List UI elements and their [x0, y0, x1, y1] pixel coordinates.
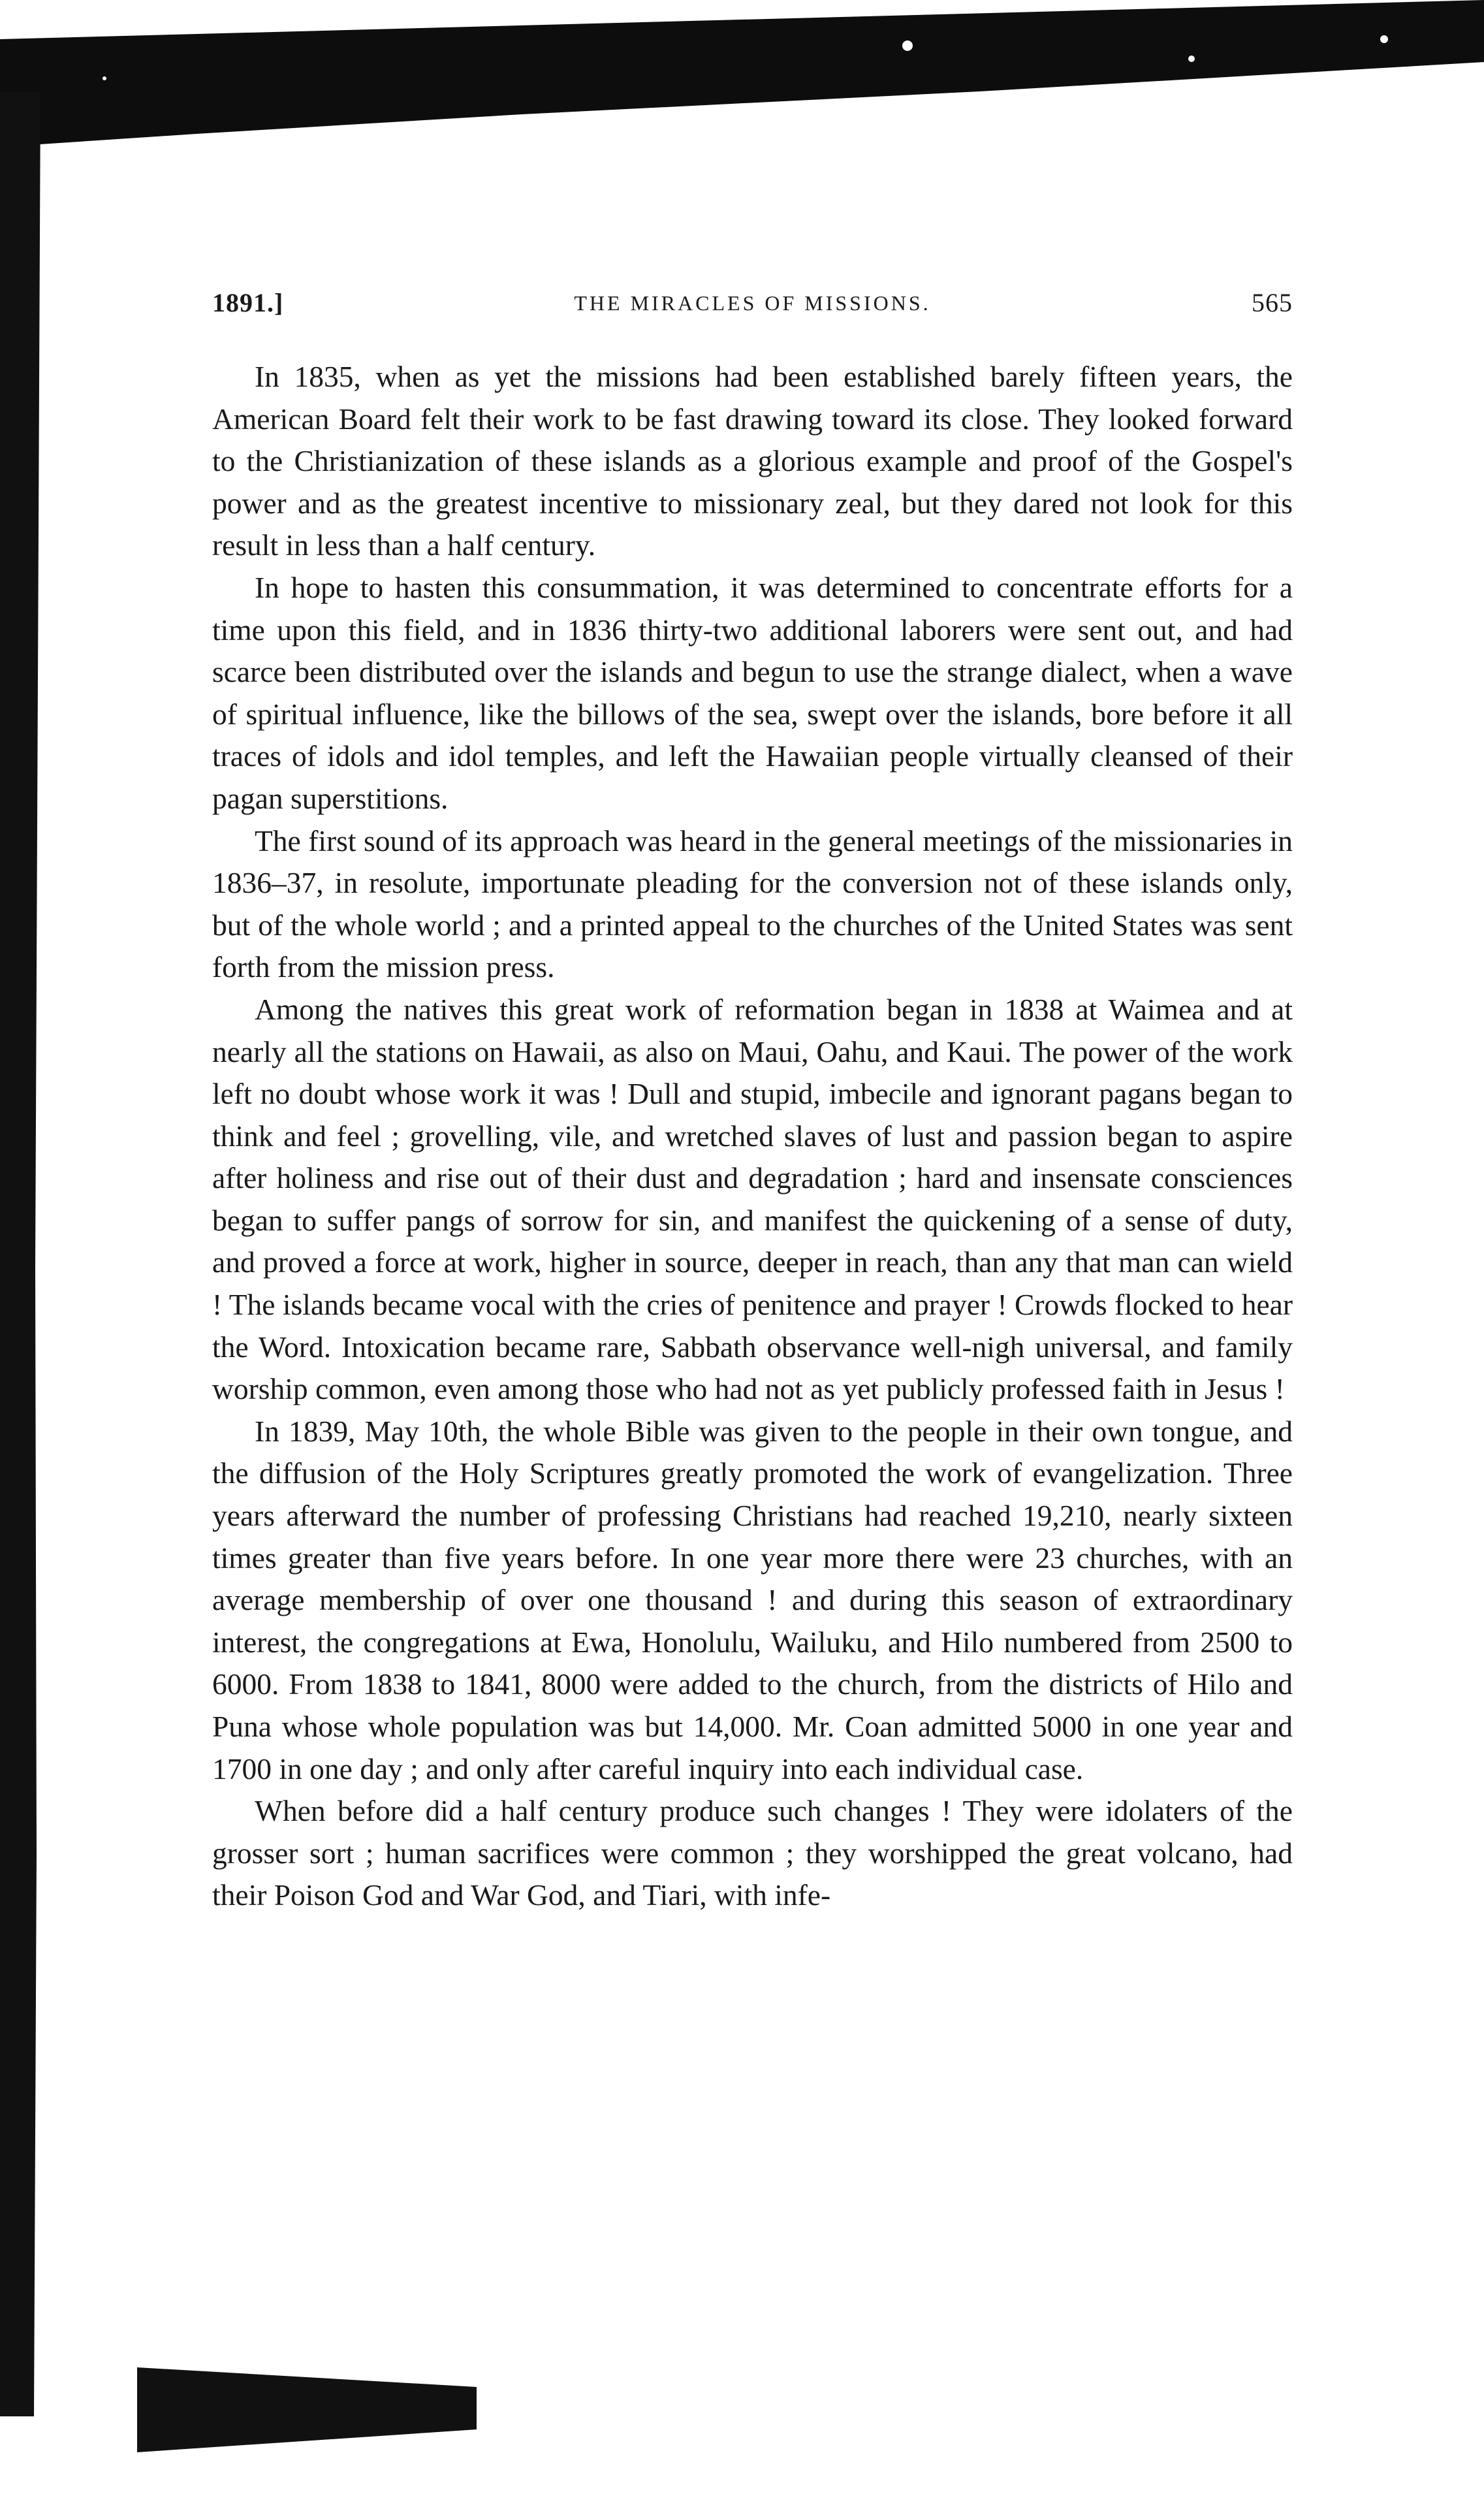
paragraph: When before did a half century produce such changes ! They were idolaters of the grosser sort ; human sacrifices were common ; they worshipped the great volcano, had their Poison God and War God, and Tiari, with infe-: [212, 1794, 1293, 1912]
header-title: THE MIRACLES OF MISSIONS.: [574, 291, 931, 315]
paragraph: In 1835, when as yet the missions had been established barely fifteen years, the American Board felt their work to be fast drawing toward its close. They looked forward to the Christianization of these islands as a glorious example and proof of the Gospel's power and as the greatest incentive to missionary zeal, but they dared not look for this result in less than a half century.: [212, 360, 1293, 562]
paragraph: In 1839, May 10th, the whole Bible was given to the people in their own tongue, and the diffusion of the Holy Scriptures greatly promoted the work of evangelization. Three years afterward the number of professing Christians had reached 19,210, nearly sixteen times greater than five years before. In one year more there were 23 churches, with an average membership of over one thousand ! and during this season of extraordinary interest, the congregations at Ewa, Honolulu, Wailuku, and Hilo numbered from 2500 to 6000. From 1838 to 1841, 8000 were added to the church, from the districts of Hilo and Puna whose whole population was but 14,000. Mr. Coan admitted 5000 in one year and 1700 in one day ; and only after careful inquiry into each individual case.: [212, 1414, 1293, 1785]
scan-edge-bottom: [137, 2367, 477, 2452]
paragraph: The first sound of its approach was heard in the general meetings of the missionaries in 1836–37, in resolute, importunate pleading for the conversion not of these islands only, but of the whole world ; and a printed appeal to the churches of the United States was sent forth from the mission press.: [212, 824, 1293, 984]
scan-edge-left: [0, 91, 46, 2416]
paragraph: In hope to hasten this consummation, it was determined to concentrate efforts for a time upon this field, and in 1836 thirty-two additional laborers were sent out, and had scarce been distributed over the islands and begun to use the strange dialect, when a wave of spiritual influence, like the billows of the sea, swept over the islands, bore before it all traces of idols and idol temples, and left the Hawaiian people virtually cleansed of their pagan superstitions.: [212, 570, 1293, 815]
scan-edge-top: [0, 0, 1484, 170]
page-number: 565: [1252, 288, 1293, 317]
article-body: [212, 356, 1293, 1917]
paragraph: Among the natives this great work of reformation began in 1838 at Waimea and at nearly all the stations on Hawaii, as also on Maui, Oahu, and Kaui. The power of the work left no doubt whose work it was ! Dull and stupid, imbecile and ignorant pagans began to think and feel ; grovelling, vile, and wretched slaves of lust and passion began to aspire after holiness and rise out of their dust and degradation ; hard and insensate consciences began to suffer pangs of sorrow for sin, and manifest the quickening of a sense of duty, and proved a force at work, higher in source, deeper in reach, than any that man can wield ! The islands became vocal with the cries of penitence and prayer ! Crowds flocked to hear the Word. Intoxication became rare, Sabbath observance well-nigh universal, and family worship common, even among those who had not as yet publicly professed faith in Jesus !: [212, 992, 1293, 1406]
running-head: [212, 287, 1293, 333]
header-year: 1891.]: [212, 288, 284, 317]
